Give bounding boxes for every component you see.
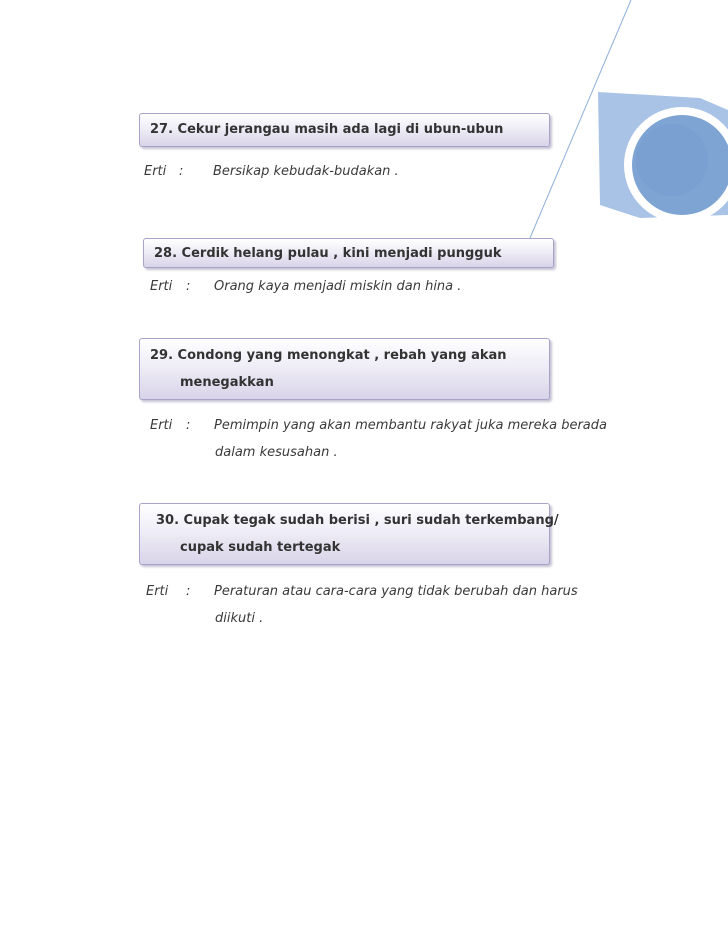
meaning-label: Erti <box>146 584 169 599</box>
proverb-heading-text: 30. Cupak tegak sudah berisi , suri sudah terkembang/ <box>156 513 559 528</box>
meaning-colon: : <box>179 164 184 179</box>
meaning-text: Bersikap kebudak-budakan . <box>213 164 399 179</box>
meaning-colon: : <box>186 418 191 433</box>
decorative-inner-circle-icon <box>636 124 708 196</box>
proverb-heading-text: 27. Cekur jerangau masih ada lagi di ubun-ubun <box>150 122 504 137</box>
meaning-text: diikuti . <box>215 611 264 626</box>
meaning-text: Orang kaya menjadi miskin dan hina . <box>214 279 462 294</box>
meaning-text: Pemimpin yang akan membantu rakyat juka mereka berada <box>214 418 607 433</box>
proverb-heading-28 <box>143 238 554 268</box>
proverb-heading-text: 28. Cerdik helang pulau , kini menjadi pungguk <box>154 246 502 261</box>
decorative-block-icon <box>598 92 728 218</box>
proverb-heading-text: 29. Condong yang menongkat , rebah yang akan <box>150 348 507 363</box>
meaning-label: Erti <box>150 279 173 294</box>
decorative-circle-icon <box>632 115 728 215</box>
proverb-heading-30 <box>139 503 559 565</box>
meaning-text: Peraturan atau cara-cara yang tidak berubah dan harus <box>214 584 578 599</box>
proverb-heading-27 <box>139 113 550 147</box>
proverb-heading-text: cupak sudah tertegak <box>180 540 341 555</box>
proverb-heading-text: menegakkan <box>180 375 274 390</box>
meaning-label: Erti <box>144 164 167 179</box>
meaning-colon: : <box>186 279 191 294</box>
decorative-ring-icon <box>624 107 728 223</box>
meaning-label: Erti <box>150 418 173 433</box>
meaning-colon: : <box>186 584 191 599</box>
proverb-heading-29 <box>139 338 550 400</box>
meaning-text: dalam kesusahan . <box>215 445 338 460</box>
